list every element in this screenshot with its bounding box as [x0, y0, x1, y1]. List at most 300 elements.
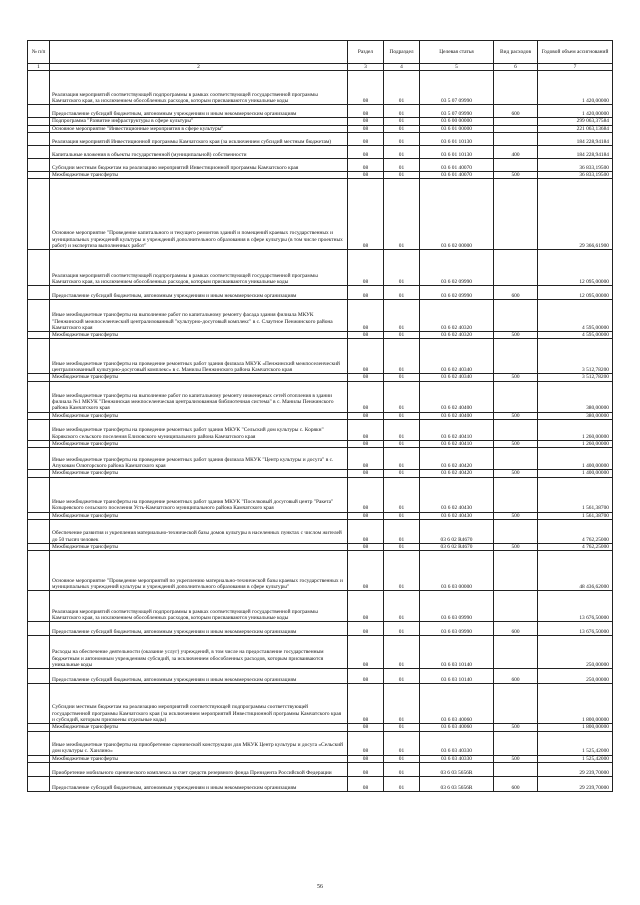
amount-cell: 36 833,19500: [538, 171, 613, 178]
header-razdel: Раздел: [348, 41, 384, 64]
podrazdel-cell: 01: [384, 448, 420, 470]
razdel-cell: 08: [348, 105, 384, 118]
num-cell: [28, 132, 50, 145]
razdel-cell: 08: [348, 762, 384, 776]
table-row: [28, 125, 613, 132]
name-cell: Реализация мероприятий соответствующей подпрограммы в рамках соответствующей государственной программы Камчатского края, за исключением обособленных расходов, которым присваиваются уникальные коды: [50, 591, 348, 622]
table-row: [28, 250, 613, 286]
num-cell: [28, 731, 50, 755]
amount-cell: 3 512,78200: [538, 339, 613, 374]
expense-type-cell: [494, 179, 538, 250]
name-cell: Основное мероприятие "Проведение капитального и текущего ремонтов зданий и помещений краевых государственных и муниципальных учреждений культуры и учреждений дополнительного образования в сфере культуры (в том числе проектных работ) и экспертиза выполненных работ": [50, 179, 348, 250]
amount-cell: 221 063,13684: [538, 125, 613, 132]
target-code-cell: 03 6 02 R4670: [420, 519, 494, 543]
name-cell: Межбюджетные трансферты: [50, 374, 348, 381]
amount-cell: 4 762,25000: [538, 543, 613, 550]
razdel-cell: 08: [348, 286, 384, 300]
num-cell: [28, 636, 50, 669]
table-row: [28, 669, 613, 684]
amount-cell: 4 595,00000: [538, 300, 613, 332]
num-cell: [28, 105, 50, 118]
razdel-cell: 08: [348, 636, 384, 669]
target-code-cell: 03 6 02 40420: [420, 470, 494, 477]
podrazdel-cell: 01: [384, 171, 420, 178]
num-cell: [28, 125, 50, 132]
target-code-cell: 03 6 03 5656R: [420, 776, 494, 791]
expense-type-cell: [494, 71, 538, 105]
podrazdel-cell: 01: [384, 755, 420, 762]
expense-type-cell: 600: [494, 622, 538, 636]
num-cell: [28, 477, 50, 512]
table-row: [28, 591, 613, 622]
column-number: 6: [494, 64, 538, 71]
target-code-cell: 03 6 02 40430: [420, 512, 494, 519]
column-number: 1: [28, 64, 50, 71]
expense-type-cell: [494, 591, 538, 622]
target-code-cell: 03 6 02 40400: [420, 412, 494, 419]
target-code-cell: 03 6 02 40430: [420, 477, 494, 512]
razdel-cell: 08: [348, 339, 384, 374]
name-cell: Предоставление субсидий бюджетным, автономным учреждениям и иным некоммерческим организациям: [50, 105, 348, 118]
expense-type-cell: 600: [494, 776, 538, 791]
table-header-row: [28, 41, 613, 64]
target-code-cell: 03 6 02 40340: [420, 374, 494, 381]
expense-type-cell: 500: [494, 171, 538, 178]
expense-type-cell: [494, 381, 538, 412]
amount-cell: 184 228,94184: [538, 132, 613, 145]
podrazdel-cell: 01: [384, 762, 420, 776]
podrazdel-cell: 01: [384, 145, 420, 158]
table-row: [28, 477, 613, 512]
amount-cell: 36 833,19500: [538, 158, 613, 171]
target-code-cell: 03 6 02 40420: [420, 448, 494, 470]
num-cell: [28, 339, 50, 374]
podrazdel-cell: 01: [384, 71, 420, 105]
podrazdel-cell: 01: [384, 551, 420, 591]
razdel-cell: 08: [348, 519, 384, 543]
num-cell: [28, 300, 50, 332]
razdel-cell: 08: [348, 731, 384, 755]
podrazdel-cell: 01: [384, 684, 420, 724]
num-cell: [28, 250, 50, 286]
header-expense-type: Вид расходов: [494, 41, 538, 64]
podrazdel-cell: 01: [384, 636, 420, 669]
target-code-cell: 03 6 03 09990: [420, 622, 494, 636]
table-row: [28, 132, 613, 145]
expense-type-cell: [494, 448, 538, 470]
header-number: № п/п: [28, 41, 50, 64]
razdel-cell: 08: [348, 420, 384, 441]
table-row: [28, 420, 613, 441]
column-number: 2: [50, 64, 348, 71]
header-annual-amount: Годовой объем ассигнований: [538, 41, 613, 64]
expense-type-cell: 600: [494, 286, 538, 300]
name-cell: Межбюджетные трансферты: [50, 512, 348, 519]
num-cell: [28, 448, 50, 470]
amount-cell: 13 676,50000: [538, 591, 613, 622]
name-cell: Приобретение мобильного сценического комплекса за счет средств резервного фонда Президента Российской Федерации: [50, 762, 348, 776]
name-cell: Обеспечение развития и укрепления материально-технической базы домов культуры в населенных пунктах с числом жителей до 50 тысяч человек: [50, 519, 348, 543]
target-code-cell: 03 6 01 40070: [420, 158, 494, 171]
table-row: [28, 374, 613, 381]
num-cell: [28, 543, 50, 550]
podrazdel-cell: 01: [384, 118, 420, 125]
num-cell: [28, 591, 50, 622]
razdel-cell: 08: [348, 145, 384, 158]
column-number: 7: [538, 64, 613, 71]
num-cell: [28, 724, 50, 731]
amount-cell: 1 800,00000: [538, 684, 613, 724]
table-row: [28, 145, 613, 158]
expense-type-cell: 400: [494, 145, 538, 158]
table-row: [28, 519, 613, 543]
name-cell: Межбюджетные трансферты: [50, 412, 348, 419]
table-row: [28, 286, 613, 300]
expense-type-cell: [494, 118, 538, 125]
target-code-cell: 03 5 07 09990: [420, 105, 494, 118]
podrazdel-cell: 01: [384, 300, 420, 332]
target-code-cell: 03 6 02 40320: [420, 332, 494, 339]
podrazdel-cell: 01: [384, 512, 420, 519]
podrazdel-cell: 01: [384, 286, 420, 300]
podrazdel-cell: 01: [384, 591, 420, 622]
target-code-cell: 03 6 02 R4670: [420, 543, 494, 550]
razdel-cell: 08: [348, 724, 384, 731]
razdel-cell: 08: [348, 332, 384, 339]
name-cell: Расходы на обеспечение деятельности (оказание услуг) учреждений, в том числе на предоставление государственным бюджетным и автономным учреждениям субсидий, за исключением обособленных расходов, которым присваиваются уникальные коды: [50, 636, 348, 669]
expense-type-cell: [494, 125, 538, 132]
razdel-cell: 08: [348, 543, 384, 550]
expense-type-cell: 500: [494, 374, 538, 381]
header-target-code: Целевая статья: [420, 41, 494, 64]
num-cell: [28, 145, 50, 158]
expense-type-cell: 500: [494, 512, 538, 519]
target-code-cell: 03 6 01 10130: [420, 145, 494, 158]
num-cell: [28, 622, 50, 636]
num-cell: [28, 118, 50, 125]
podrazdel-cell: 01: [384, 412, 420, 419]
amount-cell: 12 095,00000: [538, 286, 613, 300]
target-code-cell: 03 6 03 40060: [420, 684, 494, 724]
num-cell: [28, 420, 50, 441]
table-row: [28, 118, 613, 125]
column-number: 4: [384, 64, 420, 71]
num-cell: [28, 286, 50, 300]
target-code-cell: 03 6 02 40400: [420, 381, 494, 412]
podrazdel-cell: 01: [384, 470, 420, 477]
table-row: [28, 470, 613, 477]
razdel-cell: 08: [348, 448, 384, 470]
expense-type-cell: [494, 762, 538, 776]
amount-cell: 1 800,00000: [538, 724, 613, 731]
amount-cell: 1 260,00000: [538, 420, 613, 441]
amount-cell: 380,00000: [538, 412, 613, 419]
num-cell: [28, 762, 50, 776]
num-cell: [28, 669, 50, 684]
amount-cell: 1 260,00000: [538, 441, 613, 448]
table-row: [28, 636, 613, 669]
name-cell: Реализация мероприятий соответствующей подпрограммы в рамках соответствующей государственной программы Камчатского края, за исключением обособленных расходов, которым присваиваются уникальные коды: [50, 71, 348, 105]
razdel-cell: 08: [348, 551, 384, 591]
expense-type-cell: 500: [494, 543, 538, 550]
expense-type-cell: [494, 684, 538, 724]
target-code-cell: 03 6 03 10140: [420, 669, 494, 684]
num-cell: [28, 551, 50, 591]
amount-cell: 1 420,00000: [538, 105, 613, 118]
amount-cell: 250,00000: [538, 636, 613, 669]
name-cell: Иные межбюджетные трансферты на выполнение работ по капитальному ремонту фасада здания филиала МКУК "Пенжинский межпоселенческий централизованный "культурно-досуговый комплекс" в с. Слаутное Пенжинского района Камчатского края: [50, 300, 348, 332]
target-code-cell: 03 6 02 09990: [420, 250, 494, 286]
amount-cell: 29 366,61900: [538, 179, 613, 250]
target-code-cell: 03 6 03 09990: [420, 591, 494, 622]
budget-table: [27, 40, 613, 792]
num-cell: [28, 71, 50, 105]
target-code-cell: 03 6 02 40340: [420, 339, 494, 374]
num-cell: [28, 374, 50, 381]
column-number-row: [28, 64, 613, 71]
page-number: 56: [317, 884, 323, 890]
expense-type-cell: [494, 158, 538, 171]
razdel-cell: 08: [348, 755, 384, 762]
name-cell: Субсидии местным бюджетам на реализацию мероприятий Инвестиционной программы Камчатского края: [50, 158, 348, 171]
name-cell: Иные межбюджетные трансферты на приобретение сценической конструкции для МКУК Центр культуры и досуга «Сельский дом культуры с. Хаилино»: [50, 731, 348, 755]
podrazdel-cell: 01: [384, 441, 420, 448]
num-cell: [28, 519, 50, 543]
amount-cell: 1 561,38700: [538, 477, 613, 512]
num-cell: [28, 755, 50, 762]
podrazdel-cell: 01: [384, 776, 420, 791]
table-row: [28, 776, 613, 791]
num-cell: [28, 412, 50, 419]
expense-type-cell: 500: [494, 332, 538, 339]
header-name: [50, 41, 348, 64]
column-number: 3: [348, 64, 384, 71]
razdel-cell: 08: [348, 622, 384, 636]
expense-type-cell: [494, 477, 538, 512]
razdel-cell: 08: [348, 374, 384, 381]
amount-cell: 29 239,70000: [538, 776, 613, 791]
razdel-cell: 08: [348, 381, 384, 412]
podrazdel-cell: 01: [384, 179, 420, 250]
podrazdel-cell: 01: [384, 420, 420, 441]
expense-type-cell: [494, 250, 538, 286]
name-cell: Иные межбюджетные трансферты на проведение ремонтных работ здания МКУК "Сельский дом культуры с. Корякн" Корякского сельского поселения Елизовского муниципального района Камчатского края: [50, 420, 348, 441]
expense-type-cell: 600: [494, 669, 538, 684]
razdel-cell: 08: [348, 412, 384, 419]
amount-cell: 48 436,62000: [538, 551, 613, 591]
name-cell: Межбюджетные трансферты: [50, 332, 348, 339]
table-row: [28, 105, 613, 118]
expense-type-cell: [494, 519, 538, 543]
num-cell: [28, 171, 50, 178]
podrazdel-cell: 01: [384, 250, 420, 286]
target-code-cell: 03 5 07 09990: [420, 71, 494, 105]
podrazdel-cell: 01: [384, 381, 420, 412]
amount-cell: 3 512,78200: [538, 374, 613, 381]
expense-type-cell: 500: [494, 470, 538, 477]
num-cell: [28, 684, 50, 724]
razdel-cell: 08: [348, 71, 384, 105]
name-cell: Иные межбюджетные трансферты на проведение ремонтных работ здания филиала МКУК "Центр культуры и досуга" в с. Апуковам Олюторского района Камчатского края: [50, 448, 348, 470]
podrazdel-cell: 01: [384, 158, 420, 171]
razdel-cell: 08: [348, 470, 384, 477]
target-code-cell: 03 6 01 10130: [420, 132, 494, 145]
expense-type-cell: [494, 636, 538, 669]
podrazdel-cell: 01: [384, 132, 420, 145]
target-code-cell: 03 6 03 00000: [420, 551, 494, 591]
num-cell: [28, 776, 50, 791]
expense-type-cell: 500: [494, 724, 538, 731]
expense-type-cell: 500: [494, 412, 538, 419]
expense-type-cell: [494, 420, 538, 441]
razdel-cell: 08: [348, 125, 384, 132]
table-row: [28, 448, 613, 470]
target-code-cell: 03 6 03 40060: [420, 724, 494, 731]
razdel-cell: 08: [348, 171, 384, 178]
amount-cell: 1 525,42000: [538, 731, 613, 755]
num-cell: [28, 512, 50, 519]
name-cell: Межбюджетные трансферты: [50, 470, 348, 477]
table-row: [28, 158, 613, 171]
amount-cell: 1 400,00000: [538, 470, 613, 477]
expense-type-cell: [494, 300, 538, 332]
expense-type-cell: 600: [494, 105, 538, 118]
name-cell: Межбюджетные трансферты: [50, 755, 348, 762]
header-podrazdel: Подраздел: [384, 41, 420, 64]
razdel-cell: 08: [348, 250, 384, 286]
column-number: 5: [420, 64, 494, 71]
amount-cell: 13 676,50000: [538, 622, 613, 636]
podrazdel-cell: 01: [384, 125, 420, 132]
amount-cell: 1 561,38700: [538, 512, 613, 519]
table-row: [28, 179, 613, 250]
table-row: [28, 762, 613, 776]
podrazdel-cell: 01: [384, 519, 420, 543]
expense-type-cell: [494, 551, 538, 591]
name-cell: Иные межбюджетные трансферты на выполнение работ по капитальному ремонту инженерных сетей отопления в здании филиала №1 МКУК "Пенжинская межпоселенческая централизованная библиотечная система" в с. Манилы Пенжинского района Камчатского края: [50, 381, 348, 412]
podrazdel-cell: 01: [384, 339, 420, 374]
table-row: [28, 724, 613, 731]
razdel-cell: 08: [348, 441, 384, 448]
podrazdel-cell: 01: [384, 724, 420, 731]
podrazdel-cell: 01: [384, 332, 420, 339]
amount-cell: 184 228,94184: [538, 145, 613, 158]
name-cell: Иные межбюджетные трансферты на проведение ремонтных работ здания МКУК "Поселковый досуговый центр "Ракета" Козыревского сельского поселения Усть-Камчатского муниципального района Камчатского края: [50, 477, 348, 512]
amount-cell: 4 595,00000: [538, 332, 613, 339]
table-row: [28, 512, 613, 519]
razdel-cell: 08: [348, 512, 384, 519]
name-cell: Предоставление субсидий бюджетным, автономным учреждениям и иным некоммерческим организациям: [50, 286, 348, 300]
name-cell: Предоставление субсидий бюджетным, автономным учреждениям и иным некоммерческим организациям: [50, 622, 348, 636]
name-cell: Межбюджетные трансферты: [50, 543, 348, 550]
target-code-cell: 03 6 00 00000: [420, 118, 494, 125]
podrazdel-cell: 01: [384, 374, 420, 381]
table-row: [28, 332, 613, 339]
table-row: [28, 731, 613, 755]
podrazdel-cell: 01: [384, 543, 420, 550]
podrazdel-cell: 01: [384, 669, 420, 684]
razdel-cell: 08: [348, 591, 384, 622]
num-cell: [28, 470, 50, 477]
target-code-cell: 03 6 02 40410: [420, 420, 494, 441]
expense-type-cell: 500: [494, 755, 538, 762]
table-row: [28, 622, 613, 636]
table-row: [28, 171, 613, 178]
name-cell: Иные межбюджетные трансферты на проведение ремонтных работ здания филиала МКУК «Пенжинский межпоселенческий централизованный культурно-досуговый комплекс» в с. Манилы Пенжинского района Камчатского края: [50, 339, 348, 374]
target-code-cell: 03 6 03 10140: [420, 636, 494, 669]
name-cell: Основное мероприятие "Инвестиционные мероприятия в сфере культуры": [50, 125, 348, 132]
target-code-cell: 03 6 02 09990: [420, 286, 494, 300]
table-row: [28, 543, 613, 550]
table-row: [28, 412, 613, 419]
table-row: [28, 684, 613, 724]
name-cell: Капитальные вложения в объекты государственной (муниципальной) собственности: [50, 145, 348, 158]
expense-type-cell: [494, 731, 538, 755]
num-cell: [28, 441, 50, 448]
table-row: [28, 551, 613, 591]
amount-cell: 299 063,37584: [538, 118, 613, 125]
razdel-cell: 08: [348, 158, 384, 171]
target-code-cell: 03 6 02 00000: [420, 179, 494, 250]
target-code-cell: 03 6 03 40330: [420, 731, 494, 755]
podrazdel-cell: 01: [384, 477, 420, 512]
table-row: [28, 339, 613, 374]
amount-cell: 1 400,00000: [538, 448, 613, 470]
podrazdel-cell: 01: [384, 731, 420, 755]
amount-cell: 4 762,25000: [538, 519, 613, 543]
name-cell: Субсидии местным бюджетам на реализацию мероприятий соответствующей подпрограммы соответствующей государственной программы Камчатского края (за исключением мероприятий Инвестиционной программы Камчатского края и субсидий, которым присвоены отдельные коды): [50, 684, 348, 724]
name-cell: Межбюджетные трансферты: [50, 171, 348, 178]
table-row: [28, 441, 613, 448]
target-code-cell: 03 6 01 40070: [420, 171, 494, 178]
name-cell: Предоставление субсидий бюджетным, автономным учреждениям и иным некоммерческим организациям: [50, 776, 348, 791]
name-cell: Реализация мероприятий Инвестиционной программы Камчатского края (за исключением субсидий местным бюджетам): [50, 132, 348, 145]
target-code-cell: 03 6 02 40410: [420, 441, 494, 448]
razdel-cell: 08: [348, 132, 384, 145]
razdel-cell: 08: [348, 179, 384, 250]
num-cell: [28, 332, 50, 339]
target-code-cell: 03 6 03 40330: [420, 755, 494, 762]
expense-type-cell: [494, 339, 538, 374]
podrazdel-cell: 01: [384, 105, 420, 118]
razdel-cell: 08: [348, 684, 384, 724]
expense-type-cell: [494, 132, 538, 145]
amount-cell: 1 420,00000: [538, 71, 613, 105]
name-cell: Межбюджетные трансферты: [50, 724, 348, 731]
razdel-cell: 08: [348, 118, 384, 125]
num-cell: [28, 381, 50, 412]
num-cell: [28, 179, 50, 250]
amount-cell: 12 095,00000: [538, 250, 613, 286]
table-row: [28, 71, 613, 105]
amount-cell: 29 239,70000: [538, 762, 613, 776]
table-row: [28, 755, 613, 762]
amount-cell: 1 525,42000: [538, 755, 613, 762]
amount-cell: 250,00000: [538, 669, 613, 684]
target-code-cell: 03 6 03 5656R: [420, 762, 494, 776]
razdel-cell: 08: [348, 669, 384, 684]
num-cell: [28, 158, 50, 171]
name-cell: Реализация мероприятий соответствующей подпрограммы в рамках соответствующей государственной программы Камчатского края, за исключением обособленных расходов, которым присваиваются уникальные коды: [50, 250, 348, 286]
razdel-cell: 08: [348, 776, 384, 791]
name-cell: Основное мероприятие "Проведение мероприятий по укреплению материально-технической базы краевых государственных и муниципальных учреждений культуры и учреждений дополнительного образования в сфере культуры": [50, 551, 348, 591]
podrazdel-cell: 01: [384, 622, 420, 636]
amount-cell: 380,00000: [538, 381, 613, 412]
razdel-cell: 08: [348, 300, 384, 332]
target-code-cell: 03 6 01 00000: [420, 125, 494, 132]
name-cell: Предоставление субсидий бюджетным, автономным учреждениям и иным некоммерческим организациям: [50, 669, 348, 684]
target-code-cell: 03 6 02 40320: [420, 300, 494, 332]
